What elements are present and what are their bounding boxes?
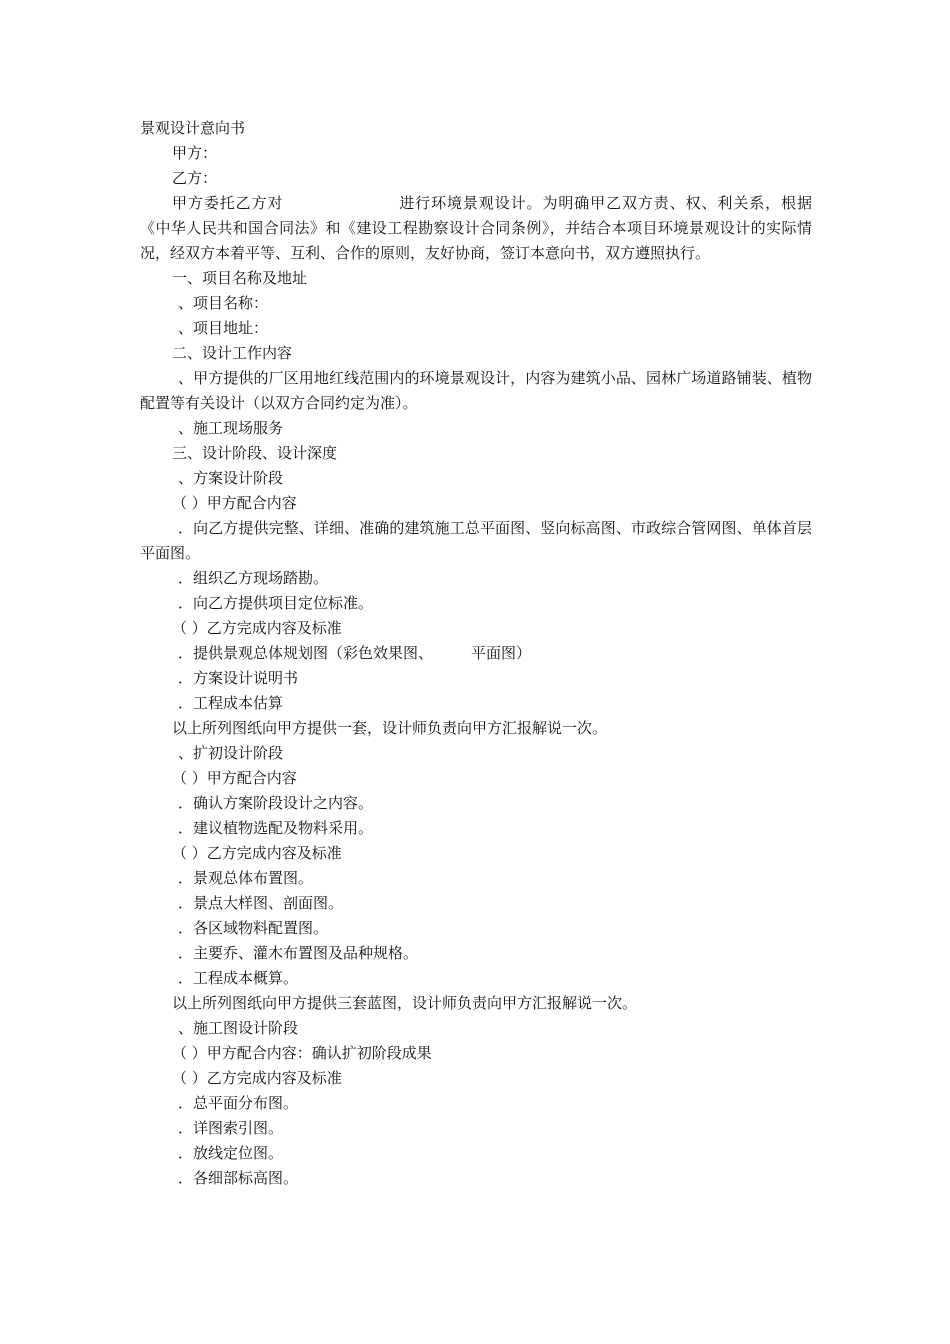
- phase-2-party-b-item-2: ．景点大样图、剖面图。: [178, 894, 344, 912]
- phase-2-party-b-item-1: ．景观总体布置图。: [178, 869, 314, 887]
- phase-1-heading: 、方案设计阶段: [178, 469, 284, 487]
- party-a-line: 甲方：: [172, 144, 218, 162]
- phase-2-party-b-item-3: ．各区域物料配置图。: [178, 919, 329, 937]
- phase-1-party-a-item-3: ．向乙方提供项目定位标准。: [178, 594, 374, 612]
- phase-1-party-b-item-1: [140, 641, 812, 666]
- party-b-line: 乙方：: [172, 169, 218, 187]
- document-title: 景观设计意向书: [140, 119, 246, 137]
- phase-1-party-b-item-1-text: ．提供景观总体规划图（彩色效果图、: [178, 644, 434, 662]
- section-3-heading: 三、设计阶段、设计深度: [172, 444, 338, 462]
- intro-text-before-blank: 甲方委托乙方对: [172, 194, 284, 212]
- phase-3-party-b-heading: （ ）乙方完成内容及标准: [172, 1069, 342, 1087]
- intro-text-after-blank: 进行环境景观设计。为明确甲乙双方责、权、利关系，根据《中华人民共和国合同法》和《建设工程勘察设计合同条例》，并结合本项目环境景观设计的实际情况，经双方本着平等、互利、合作的原则，友好协商，签订本意向书，双方遵照执行。: [140, 194, 812, 262]
- phase-1-party-b-item-3: ．工程成本估算: [178, 694, 284, 712]
- phase-2-heading: 、扩初设计阶段: [178, 744, 284, 762]
- project-address-line: 、项目地址：: [178, 319, 269, 337]
- phase-3-party-b-item-1: ．总平面分布图。: [178, 1094, 299, 1112]
- phase-2-summary: 以上所列图纸向甲方提供三套蓝图，设计师负责向甲方汇报解说一次。: [172, 994, 638, 1012]
- section-2-heading: 二、设计工作内容: [172, 344, 293, 362]
- phase-3-party-b-item-2: ．详图索引图。: [178, 1119, 284, 1137]
- phase-1-party-a-item-2: ．组织乙方现场踏勘。: [178, 569, 329, 587]
- document-body: [140, 116, 812, 1191]
- phase-1-party-b-item-1-text-end: 平面图）: [471, 644, 532, 662]
- phase-2-party-a-item-1: ．确认方案阶段设计之内容。: [178, 794, 374, 812]
- phase-2-party-a-heading: （ ）甲方配合内容: [172, 769, 297, 787]
- design-scope-paragraph: 、甲方提供的厂区用地红线范围内的环境景观设计，内容为建筑小品、园林广场道路铺装、植物配置等有关设计（以双方合同约定为准）。: [140, 369, 812, 412]
- intro-paragraph: [140, 191, 812, 266]
- phase-2-party-b-item-4: ．主要乔、灌木布置图及品种规格。: [178, 944, 419, 962]
- phase-1-party-a-heading: （ ）甲方配合内容: [172, 494, 297, 512]
- phase-1-summary: 以上所列图纸向甲方提供一套，设计师负责向甲方汇报解说一次。: [172, 719, 608, 737]
- phase-2-party-a-item-2: ．建议植物选配及物料采用。: [178, 819, 374, 837]
- phase-1-party-b-heading: （ ）乙方完成内容及标准: [172, 619, 342, 637]
- phase-3-heading: 、施工图设计阶段: [178, 1019, 299, 1037]
- phase-2-party-b-item-5: ．工程成本概算。: [178, 969, 299, 987]
- phase-1-party-b-item-2: ．方案设计说明书: [178, 669, 299, 687]
- phase-1-party-a-item-1: ．向乙方提供完整、详细、准确的建筑施工总平面图、竖向标高图、市政综合管网图、单体首层平面图。: [140, 519, 812, 562]
- project-name-line: 、项目名称：: [178, 294, 269, 312]
- phase-3-party-a-heading: （ ）甲方配合内容：确认扩初阶段成果: [172, 1044, 432, 1062]
- section-1-heading: 一、项目名称及地址: [172, 269, 308, 287]
- phase-2-party-b-heading: （ ）乙方完成内容及标准: [172, 844, 342, 862]
- phase-3-party-b-item-4: ．各细部标高图。: [178, 1169, 299, 1187]
- site-service-line: 、施工现场服务: [178, 419, 284, 437]
- phase-3-party-b-item-3: ．放线定位图。: [178, 1144, 284, 1162]
